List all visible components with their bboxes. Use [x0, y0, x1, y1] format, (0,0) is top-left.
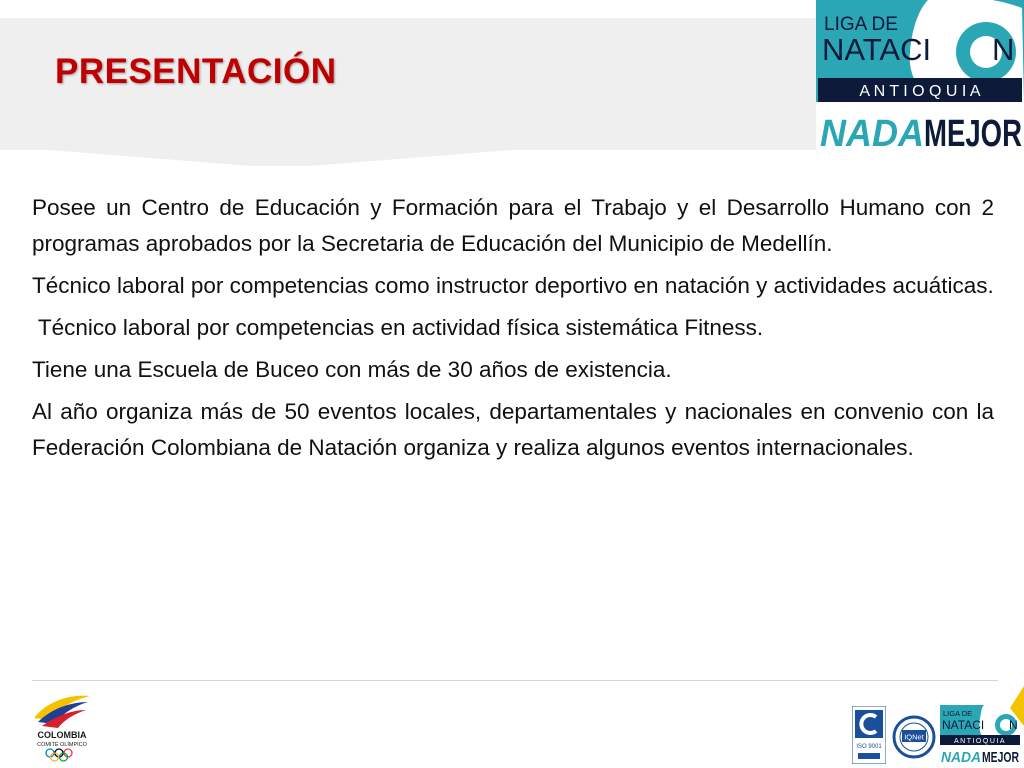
paragraph-5: Al año organiza más de 50 eventos locales, departamentales y nacionales en convenio con la Federación Colombiana de Natación organiza y realiza algunos eventos internacionales. — [32, 399, 994, 460]
logo-slogan-b: MEJOR — [924, 113, 1022, 152]
footer-divider — [32, 680, 998, 681]
small-logo-line1: LIGA DE — [943, 709, 973, 718]
paragraph-1: Posee un Centro de Educación y Formación para el Trabajo y el Desarrollo Humano con 2 programas aprobados por la Secretaria de Educación del Municipio de Medellín. — [32, 195, 994, 256]
slide-body — [32, 190, 994, 472]
olympic-rings-icon — [46, 749, 72, 761]
logo-line2-end: N — [992, 32, 1015, 67]
paragraph-3: Técnico laboral por competencias en actividad física sistemática Fitness. — [32, 315, 764, 340]
header-notch — [0, 146, 560, 166]
cert2-text: IQNet — [904, 732, 924, 742]
logo-line3: A N T I O Q U I A — [859, 83, 981, 100]
small-logo-slogan-a: NADA — [941, 749, 981, 765]
small-logo-line3: ANTIOQUIA — [953, 738, 1007, 745]
small-logo-line2: NATACI — [942, 718, 985, 732]
colombia-olympic-logo — [28, 690, 96, 762]
corner-accent — [1008, 686, 1024, 726]
slide-title: PRESENTACIÓN — [55, 52, 337, 91]
icontec-certification — [852, 706, 886, 764]
coc-line2: COMITÉ OLÍMPICO — [37, 742, 87, 748]
liga-natacion-logo — [816, 0, 1024, 152]
cert1-text: ISO 9001 — [856, 744, 882, 750]
paragraph-4: Tiene una Escuela de Buceo con más de 30 años de existencia. — [32, 357, 672, 382]
coc-line1: COLOMBIA — [37, 730, 87, 740]
logo-slogan-a: NADA — [820, 113, 924, 152]
small-logo-slogan-b: MEJOR — [982, 749, 1020, 765]
iqnet-certification — [892, 712, 936, 762]
logo-line2: NATACI — [822, 32, 932, 67]
logo-line1: LIGA DE — [824, 14, 898, 35]
paragraph-2: Técnico laboral por competencias como instructor deportivo en natación y actividades acuáticas. — [32, 273, 994, 298]
small-logo-line2-end: N — [1009, 718, 1018, 732]
